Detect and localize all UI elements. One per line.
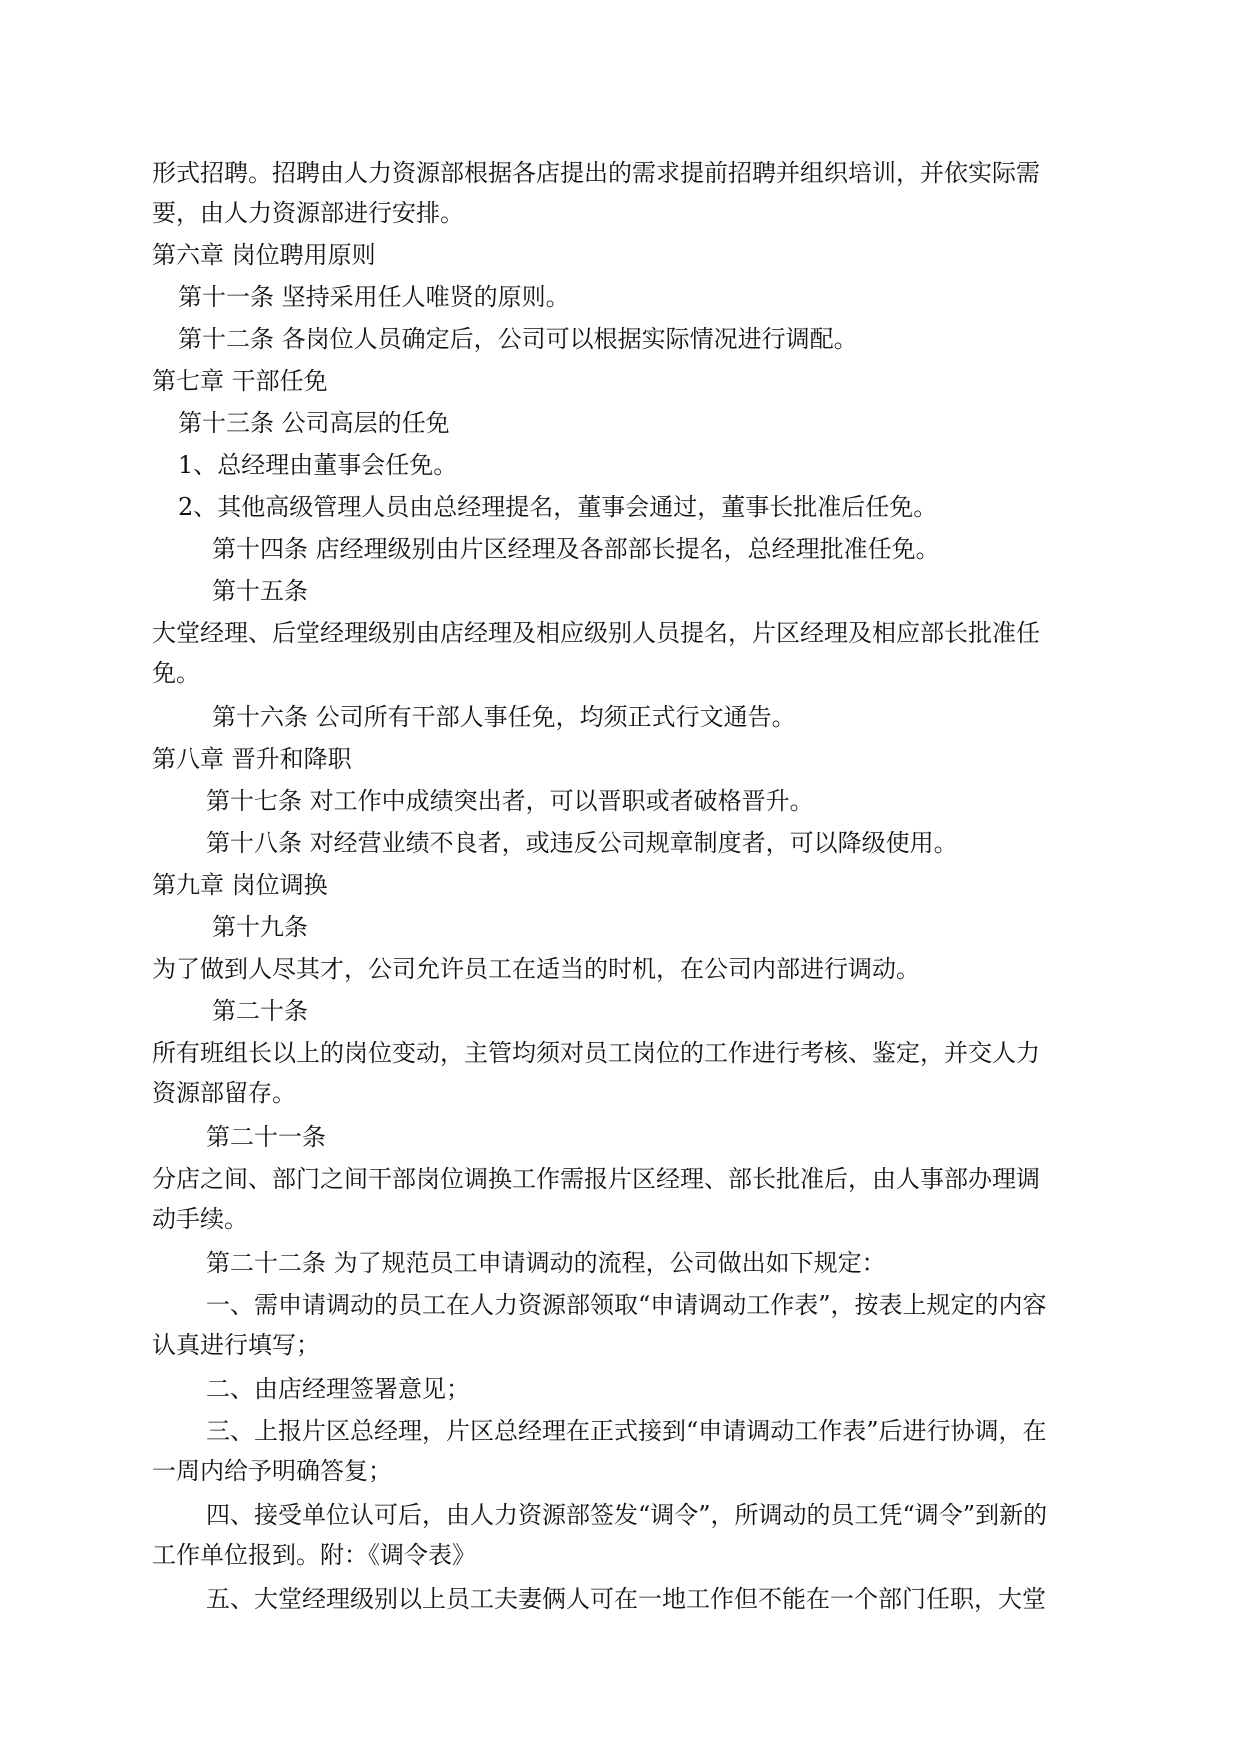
chapter-heading: 第九章 岗位调换 [152, 871, 328, 899]
article-line: 第二十二条 为了规范员工申请调动的流程，公司做出如下规定： [206, 1249, 886, 1277]
chapter-heading: 第七章 干部任免 [152, 367, 328, 395]
body-line: 要，由人力资源部进行安排。 [152, 199, 464, 227]
body-line: 形式招聘。招聘由人力资源部根据各店提出的需求提前招聘并组织培训，并依实际需 [152, 159, 1040, 187]
list-item: 三、上报片区总经理，片区总经理在正式接到“申请调动工作表”后进行协调，在 [206, 1417, 1047, 1445]
article-heading: 第十九条 [212, 913, 308, 941]
article-heading: 第二十条 [212, 997, 308, 1025]
list-item: 1、总经理由董事会任免。 [178, 451, 458, 479]
body-line: 为了做到人尽其才，公司允许员工在适当的时机，在公司内部进行调动。 [152, 955, 920, 983]
article-line: 第十四条 店经理级别由片区经理及各部部长提名，总经理批准任免。 [212, 535, 940, 563]
body-line: 大堂经理、后堂经理级别由店经理及相应级别人员提名，片区经理及相应部长批准任 [152, 619, 1040, 647]
body-line: 所有班组长以上的岗位变动，主管均须对员工岗位的工作进行考核、鉴定，并交人力 [152, 1039, 1040, 1067]
article-heading: 第二十一条 [206, 1123, 326, 1151]
article-heading: 第十五条 [212, 577, 308, 605]
list-item: 四、接受单位认可后，由人力资源部签发“调令”，所调动的员工凭“调令”到新的 [206, 1501, 1048, 1529]
chapter-heading: 第八章 晋升和降职 [152, 745, 352, 773]
body-line: 免。 [152, 659, 200, 687]
chapter-heading: 第六章 岗位聘用原则 [152, 241, 376, 269]
article-line: 第十三条 公司高层的任免 [178, 409, 450, 437]
article-line: 第十六条 公司所有干部人事任免，均须正式行文通告。 [212, 703, 796, 731]
body-line: 一周内给予明确答复； [152, 1457, 392, 1485]
body-line: 资源部留存。 [152, 1079, 296, 1107]
body-line: 动手续。 [152, 1205, 248, 1233]
article-line: 第十八条 对经营业绩不良者，或违反公司规章制度者，可以降级使用。 [206, 829, 958, 857]
body-line: 认真进行填写； [152, 1331, 320, 1359]
article-line: 第十七条 对工作中成绩突出者，可以晋职或者破格晋升。 [206, 787, 814, 815]
article-line: 第十一条 坚持采用任人唯贤的原则。 [178, 283, 570, 311]
list-item: 一、需申请调动的员工在人力资源部领取“申请调动工作表”，按表上规定的内容 [206, 1291, 1047, 1319]
list-item: 五、大堂经理级别以上员工夫妻俩人可在一地工作但不能在一个部门任职，大堂 [206, 1585, 1046, 1613]
body-line: 工作单位报到。附：《调令表》 [152, 1541, 476, 1569]
list-item: 2、其他高级管理人员由总经理提名，董事会通过，董事长批准后任免。 [178, 493, 938, 521]
body-line: 分店之间、部门之间干部岗位调换工作需报片区经理、部长批准后，由人事部办理调 [152, 1165, 1040, 1193]
list-item: 二、由店经理签署意见； [206, 1375, 470, 1403]
article-line: 第十二条 各岗位人员确定后，公司可以根据实际情况进行调配。 [178, 325, 858, 353]
